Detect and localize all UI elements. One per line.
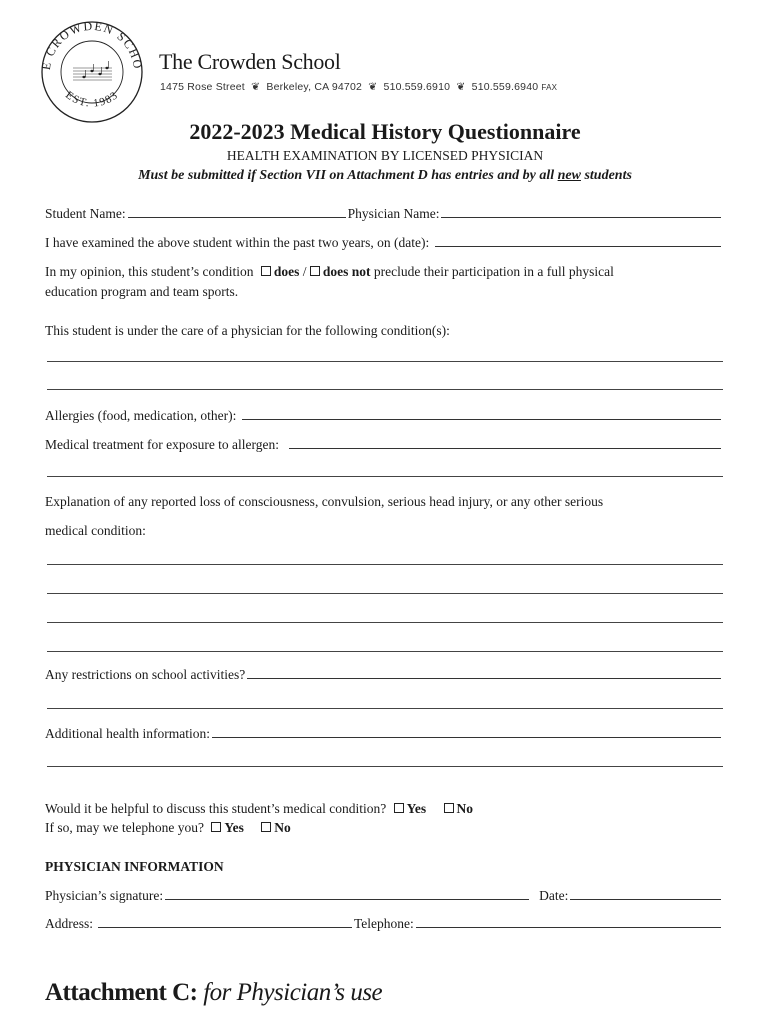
instruction-new: new: [557, 168, 581, 183]
signature-label: Physician’s signature:: [45, 888, 164, 903]
student-name-field[interactable]: [128, 205, 346, 218]
page-subtitle: HEALTH EXAMINATION BY LICENSED PHYSICIAN: [226, 148, 544, 163]
treatment-line-2[interactable]: [47, 476, 723, 477]
additional-label: Additional health information:: [45, 726, 210, 741]
treatment-field[interactable]: [289, 436, 721, 449]
address-label: Address:: [45, 916, 93, 931]
name-row: [45, 205, 723, 222]
discuss-yes-label: Yes: [406, 801, 427, 816]
explanation-label: Explanation of any reported loss of consciousness, convulsion, serious head injury, or any other serious: [45, 494, 604, 509]
treatment-row: [45, 436, 723, 453]
care-label: This student is under the care of a physician for the following condition(s):: [45, 323, 450, 338]
address-street: 1475 Rose Street: [160, 81, 245, 93]
leaf-ornament-icon: ❦: [453, 81, 469, 93]
telephone-question-label: If so, may we telephone you?: [45, 820, 204, 835]
opinion-label: In my opinion, this student’s condition: [45, 264, 254, 279]
discuss-label: Would it be helpful to discuss this student’s medical condition?: [45, 801, 387, 816]
allergies-row: [45, 407, 723, 424]
allergies-field[interactable]: [242, 407, 721, 420]
physician-info-heading: PHYSICIAN INFORMATION: [45, 859, 224, 874]
opinion-line-2: education program and team sports.: [45, 284, 239, 299]
school-seal-logo: [40, 20, 144, 124]
examined-row: [45, 234, 723, 251]
attachment-subtitle: for Physician’s use: [203, 979, 383, 1006]
discuss-no-label: No: [456, 801, 473, 816]
additional-row: [45, 725, 723, 742]
telephone-row: [45, 819, 723, 836]
opinion-label-end: preclude their participation in a full physical: [373, 264, 614, 279]
telephone-label: Telephone:: [354, 916, 414, 931]
explanation-line-4[interactable]: [47, 651, 723, 652]
additional-line-2[interactable]: [47, 766, 723, 767]
examined-label: I have examined the above student within the past two years, on (date):: [45, 235, 430, 250]
exam-date-field[interactable]: [435, 234, 721, 247]
explanation-label-2: medical condition:: [45, 523, 146, 538]
restrictions-label: Any restrictions on school activities?: [45, 667, 246, 682]
instruction-end: students: [580, 168, 632, 183]
care-line-2[interactable]: [47, 389, 723, 390]
address-field[interactable]: [98, 915, 352, 928]
does-checkbox[interactable]: [261, 266, 271, 276]
attachment-heading: [45, 979, 382, 1007]
signature-row: [45, 887, 723, 904]
slash-separator: /: [302, 264, 307, 279]
care-line-1[interactable]: [47, 361, 723, 362]
attachment-label: Attachment C:: [45, 979, 198, 1006]
address-fax: 510.559.6940: [471, 81, 539, 93]
restrictions-row: [45, 666, 723, 683]
restrictions-line-2[interactable]: [47, 708, 723, 709]
address-row: [45, 915, 723, 932]
telephone-yes-checkbox[interactable]: [211, 822, 221, 832]
school-address-line: [160, 81, 557, 93]
restrictions-field[interactable]: [247, 666, 721, 679]
signature-field[interactable]: [165, 887, 529, 900]
allergies-label: Allergies (food, medication, other):: [45, 408, 237, 423]
student-name-label: Student Name:: [45, 206, 126, 221]
instruction-text: Must be submitted if Section VII on Attachment D has entries and by all: [138, 168, 558, 183]
date-label: Date:: [539, 888, 569, 903]
fax-label: FAX: [541, 83, 558, 92]
explanation-line-1[interactable]: [47, 564, 723, 565]
discuss-no-checkbox[interactable]: [444, 803, 454, 813]
leaf-ornament-icon: ❦: [248, 81, 264, 93]
treatment-label: Medical treatment for exposure to allergen:: [45, 437, 280, 452]
discuss-yes-checkbox[interactable]: [394, 803, 404, 813]
explanation-line-2[interactable]: [47, 593, 723, 594]
leaf-ornament-icon: ❦: [365, 81, 381, 93]
svg-text:THE CROWDEN SCHOOL: [40, 20, 144, 71]
seal-text-top: E CROWDEN SCHO: [40, 20, 144, 71]
does-not-checkbox[interactable]: [310, 266, 320, 276]
submission-instruction: [0, 168, 770, 184]
seal-text-bottom: EST. 1983: [63, 89, 121, 110]
page-title: 2022-2023 Medical History Questionnaire: [189, 119, 581, 144]
opinion-row: [45, 263, 723, 280]
does-label: does: [273, 264, 300, 279]
physician-name-field[interactable]: [441, 205, 721, 218]
discuss-row: [45, 800, 723, 817]
telephone-field[interactable]: [416, 915, 721, 928]
address-phone: 510.559.6910: [383, 81, 451, 93]
physician-name-label: Physician Name:: [347, 206, 440, 221]
address-city: Berkeley, CA 94702: [266, 81, 363, 93]
additional-field[interactable]: [212, 725, 721, 738]
telephone-no-label: No: [274, 820, 291, 835]
telephone-yes-label: Yes: [224, 820, 244, 835]
svg-text:EST. 1983: [63, 89, 121, 110]
does-not-label: does not: [322, 264, 371, 279]
telephone-no-checkbox[interactable]: [261, 822, 271, 832]
school-name: The Crowden School: [159, 49, 341, 74]
explanation-line-3[interactable]: [47, 622, 723, 623]
signature-date-field[interactable]: [570, 887, 721, 900]
